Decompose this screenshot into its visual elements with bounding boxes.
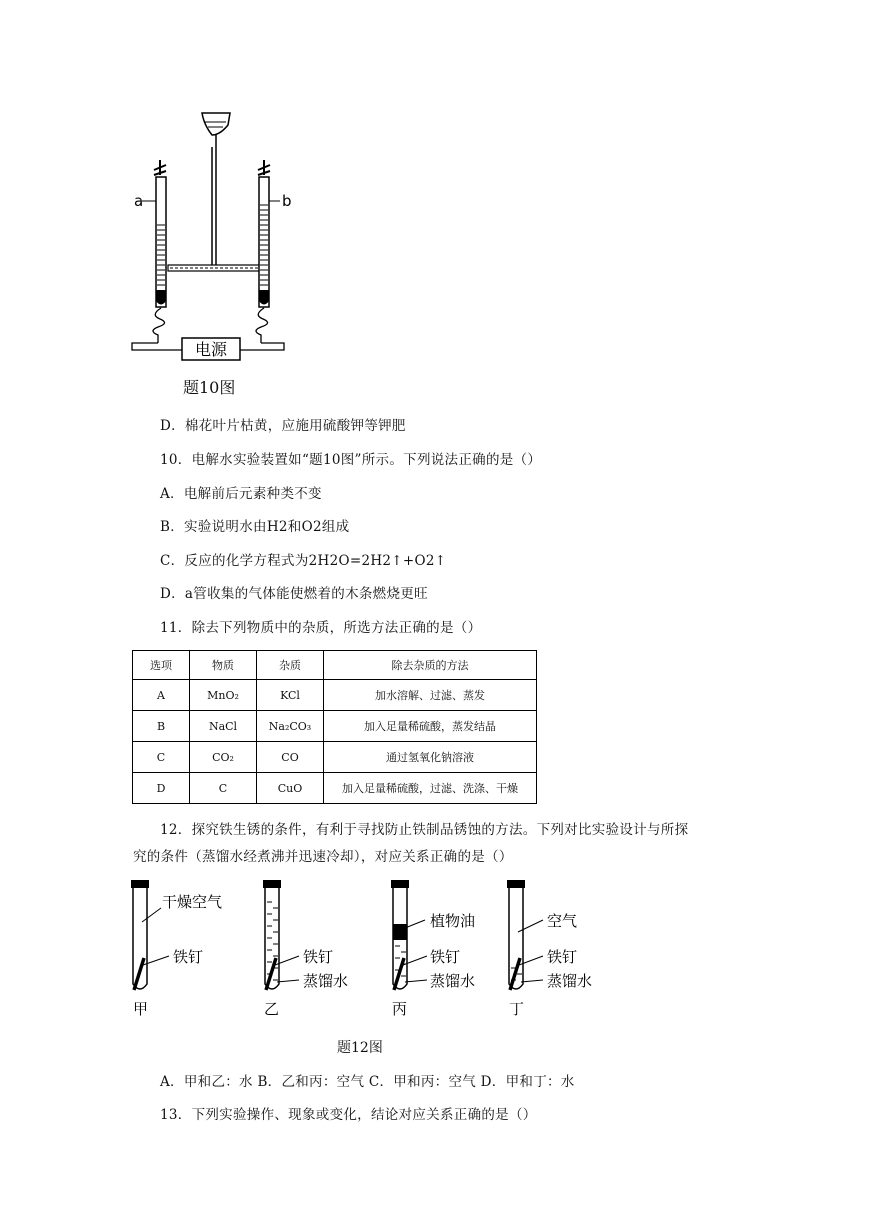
tube-ding-name: 丁 xyxy=(509,1000,525,1018)
q12-stem-line2: 究的条件（蒸馏水经煮沸并迅速冷却），对应关系正确的是（） xyxy=(133,849,513,865)
label-b: b xyxy=(282,192,292,210)
tube-ding-label-nail: 铁钉 xyxy=(547,948,578,966)
tube-yi xyxy=(263,880,299,990)
q10-option-d: D．a管收集的气体能使燃着的木条燃烧更旺 xyxy=(160,586,428,602)
tube-ding-label-water: 蒸馏水 xyxy=(547,972,593,990)
fig10-caption: 题10图 xyxy=(183,378,236,397)
q10-stem: 10．电解水实验装置如“题10图”所示。下列说法正确的是（） xyxy=(160,452,542,468)
tube-yi-name: 乙 xyxy=(264,1000,280,1018)
tube-ding-label-top: 空气 xyxy=(547,912,578,930)
q12-options: A．甲和乙：水 B．乙和丙：空气 C．甲和丙：空气 D．甲和丁：水 xyxy=(160,1074,575,1090)
table-cell: Na₂CO₃ xyxy=(257,711,324,742)
table-header-cell: 除去杂质的方法 xyxy=(324,651,537,680)
table-row xyxy=(133,680,537,711)
table-row xyxy=(133,773,537,804)
tube-yi-label-nail: 铁钉 xyxy=(303,948,334,966)
table-row xyxy=(133,711,537,742)
q9-option-d: D．棉花叶片枯黄，应施用硫酸钾等钾肥 xyxy=(160,418,406,434)
table-cell: NaCl xyxy=(190,711,257,742)
table-header-row xyxy=(133,651,537,680)
electrolysis-apparatus-figure xyxy=(120,105,310,365)
table-header-cell: 物质 xyxy=(190,651,257,680)
tube-bing xyxy=(391,880,427,990)
table-cell: B xyxy=(133,711,190,742)
table-cell: KCl xyxy=(257,680,324,711)
table-cell: 加入足量稀硫酸，蒸发结晶 xyxy=(324,711,537,742)
table-cell: C xyxy=(190,773,257,804)
q11-table xyxy=(132,650,537,804)
reservoir-funnel xyxy=(202,113,230,135)
tube-jia-name: 甲 xyxy=(133,1000,149,1018)
table-cell: 加水溶解、过滤、蒸发 xyxy=(324,680,537,711)
tube-bing-label-nail: 铁钉 xyxy=(430,948,461,966)
tube-jia-label-nail: 铁钉 xyxy=(173,948,204,966)
table-cell: 加入足量稀硫酸，过滤、洗涤、干燥 xyxy=(324,773,537,804)
tube-bing-label-oil: 植物油 xyxy=(430,912,476,930)
tube-jia-label-top: 干燥空气 xyxy=(162,893,223,911)
tube-a xyxy=(142,160,166,343)
tube-b xyxy=(256,160,280,343)
tube-ding xyxy=(507,880,543,990)
table-cell: CO₂ xyxy=(190,742,257,773)
q10-option-b: B．实验说明水由H2和O2组成 xyxy=(160,519,350,535)
tube-bing-name: 丙 xyxy=(392,1000,408,1018)
q12-stem-line1: 12．探究铁生锈的条件，有利于寻找防止铁制品锈蚀的方法。下列对比实验设计与所探 xyxy=(160,822,689,838)
table-cell: D xyxy=(133,773,190,804)
tube-bing-label-water: 蒸馏水 xyxy=(430,972,476,990)
tube-yi-label-water: 蒸馏水 xyxy=(303,972,349,990)
table-cell: CuO xyxy=(257,773,324,804)
q10-option-c: C．反应的化学方程式为2H2O=2H2↑+O2↑ xyxy=(160,553,447,569)
table-cell: 通过氢氧化钠溶液 xyxy=(324,742,537,773)
q11-stem: 11．除去下列物质中的杂质，所选方法正确的是（） xyxy=(160,620,482,636)
fig12-caption: 题12图 xyxy=(337,1040,383,1056)
table-row xyxy=(133,742,537,773)
table-cell: CO xyxy=(257,742,324,773)
power-source-label: 电源 xyxy=(194,340,228,359)
q10-option-a: A．电解前后元素种类不变 xyxy=(160,486,322,502)
rusting-test-tubes-figure xyxy=(125,872,625,1022)
q13-stem: 13．下列实验操作、现象或变化，结论对应关系正确的是（） xyxy=(160,1107,537,1123)
table-cell: C xyxy=(133,742,190,773)
label-a: a xyxy=(134,192,144,210)
table-cell: A xyxy=(133,680,190,711)
table-header-cell: 选项 xyxy=(133,651,190,680)
table-header-cell: 杂质 xyxy=(257,651,324,680)
table-cell: MnO₂ xyxy=(190,680,257,711)
